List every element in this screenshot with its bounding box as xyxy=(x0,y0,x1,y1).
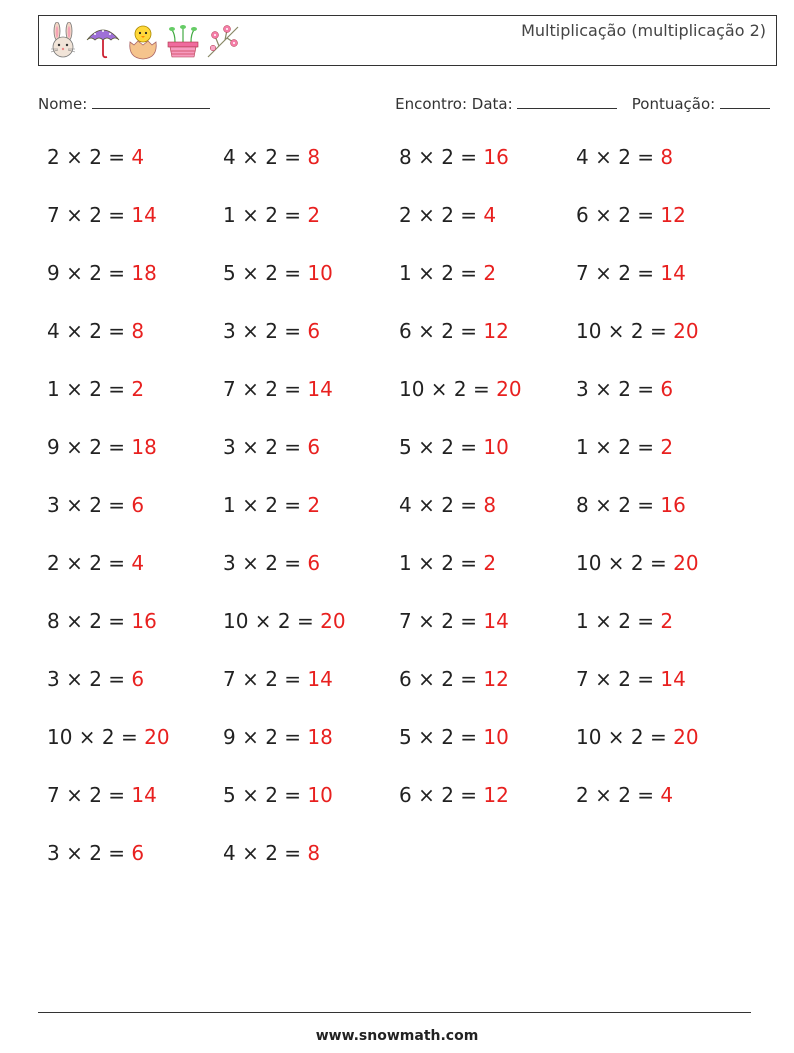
problem-item xyxy=(223,145,320,169)
problem-question: 3 × 2 = xyxy=(223,435,308,459)
problem-item xyxy=(576,667,686,691)
problem-question: 5 × 2 = xyxy=(223,783,308,807)
problem-question: 10 × 2 = xyxy=(576,725,674,749)
problem-item xyxy=(399,551,496,575)
problem-question: 5 × 2 = xyxy=(399,725,484,749)
problem-question: 4 × 2 = xyxy=(223,841,308,865)
problem-answer: 10 xyxy=(483,435,509,459)
footer-divider xyxy=(38,1012,751,1013)
score-blank[interactable] xyxy=(720,93,770,109)
problem-answer: 14 xyxy=(131,203,157,227)
bunny-icon xyxy=(45,22,81,60)
problem-question: 7 × 2 = xyxy=(223,667,308,691)
problem-answer: 8 xyxy=(307,841,321,865)
problem-answer: 16 xyxy=(483,145,509,169)
problem-item xyxy=(399,261,496,285)
date-blank[interactable] xyxy=(517,93,617,109)
problem-question: 1 × 2 = xyxy=(576,609,661,633)
problem-answer: 16 xyxy=(660,493,686,517)
problem-answer: 20 xyxy=(673,319,699,343)
problem-answer: 2 xyxy=(307,203,321,227)
problem-question: 5 × 2 = xyxy=(399,435,484,459)
problem-item xyxy=(47,667,144,691)
problem-answer: 6 xyxy=(307,319,321,343)
blossom-branch-icon xyxy=(205,22,241,60)
problem-answer: 2 xyxy=(131,377,145,401)
problem-answer: 20 xyxy=(144,725,170,749)
problem-question: 1 × 2 = xyxy=(399,551,484,575)
problem-question: 3 × 2 = xyxy=(47,841,132,865)
problem-question: 2 × 2 = xyxy=(47,551,132,575)
problem-answer: 2 xyxy=(660,435,674,459)
problem-answer: 20 xyxy=(496,377,522,401)
problem-question: 7 × 2 = xyxy=(47,783,132,807)
problem-answer: 2 xyxy=(307,493,321,517)
name-field[interactable] xyxy=(38,93,210,113)
problem-item xyxy=(47,261,157,285)
problem-answer: 2 xyxy=(660,609,674,633)
problem-item xyxy=(47,783,157,807)
problem-answer: 6 xyxy=(660,377,674,401)
problem-answer: 20 xyxy=(673,725,699,749)
problem-item xyxy=(576,145,673,169)
problem-answer: 8 xyxy=(131,319,145,343)
problem-answer: 14 xyxy=(131,783,157,807)
problem-answer: 8 xyxy=(307,145,321,169)
problem-question: 7 × 2 = xyxy=(576,667,661,691)
problem-question: 6 × 2 = xyxy=(576,203,661,227)
problem-question: 7 × 2 = xyxy=(47,203,132,227)
problem-item xyxy=(223,377,333,401)
problem-question: 9 × 2 = xyxy=(47,261,132,285)
problem-item xyxy=(223,667,333,691)
problem-answer: 12 xyxy=(483,783,509,807)
problem-item xyxy=(399,609,509,633)
problem-question: 9 × 2 = xyxy=(223,725,308,749)
problem-answer: 12 xyxy=(483,319,509,343)
problem-item xyxy=(399,203,496,227)
problem-item xyxy=(47,725,170,749)
problem-question: 10 × 2 = xyxy=(223,609,321,633)
problem-answer: 18 xyxy=(307,725,333,749)
problem-answer: 14 xyxy=(307,377,333,401)
problem-answer: 10 xyxy=(307,783,333,807)
problem-item xyxy=(47,609,157,633)
problem-question: 1 × 2 = xyxy=(223,203,308,227)
worksheet-header xyxy=(38,15,777,66)
problem-item xyxy=(47,551,144,575)
problem-answer: 16 xyxy=(131,609,157,633)
problem-item xyxy=(399,435,509,459)
problem-question: 3 × 2 = xyxy=(47,493,132,517)
problem-question: 10 × 2 = xyxy=(399,377,497,401)
problem-answer: 4 xyxy=(483,203,497,227)
problem-item xyxy=(399,319,509,343)
problem-question: 9 × 2 = xyxy=(47,435,132,459)
header-icons xyxy=(45,22,241,60)
problem-item xyxy=(223,493,320,517)
problem-answer: 8 xyxy=(483,493,497,517)
problem-answer: 14 xyxy=(307,667,333,691)
footer-url: www.snowmath.com xyxy=(315,1028,479,1044)
problem-item xyxy=(576,551,699,575)
problem-question: 4 × 2 = xyxy=(47,319,132,343)
problem-item xyxy=(399,493,496,517)
problem-answer: 18 xyxy=(131,435,157,459)
problem-item xyxy=(576,319,699,343)
problem-item xyxy=(576,435,673,459)
problem-question: 5 × 2 = xyxy=(223,261,308,285)
meeting-score-fields xyxy=(395,93,770,113)
problem-answer: 20 xyxy=(673,551,699,575)
worksheet-title: Multiplicação (multiplicação 2) xyxy=(521,21,766,40)
problem-item xyxy=(223,841,320,865)
problem-question: 4 × 2 = xyxy=(223,145,308,169)
problem-answer: 10 xyxy=(307,261,333,285)
problem-answer: 6 xyxy=(307,435,321,459)
problem-answer: 20 xyxy=(320,609,346,633)
problem-item xyxy=(399,725,509,749)
problem-item xyxy=(223,783,333,807)
problem-answer: 8 xyxy=(660,145,674,169)
meeting-label: Encontro: xyxy=(395,95,468,113)
problem-question: 2 × 2 = xyxy=(399,203,484,227)
flower-pot-icon xyxy=(165,22,201,60)
problem-item xyxy=(223,203,320,227)
problem-question: 7 × 2 = xyxy=(399,609,484,633)
problem-item xyxy=(47,319,144,343)
problem-question: 8 × 2 = xyxy=(47,609,132,633)
problem-question: 3 × 2 = xyxy=(223,551,308,575)
problem-item xyxy=(576,609,673,633)
problem-item xyxy=(223,725,333,749)
problem-item xyxy=(576,261,686,285)
problem-item xyxy=(223,609,346,633)
name-label: Nome: xyxy=(38,95,88,113)
problem-question: 6 × 2 = xyxy=(399,319,484,343)
problem-answer: 6 xyxy=(131,841,145,865)
problem-question: 1 × 2 = xyxy=(399,261,484,285)
problem-answer: 4 xyxy=(131,145,145,169)
problem-item xyxy=(576,725,699,749)
problem-question: 3 × 2 = xyxy=(223,319,308,343)
problem-question: 3 × 2 = xyxy=(576,377,661,401)
problem-item xyxy=(223,261,333,285)
problem-question: 1 × 2 = xyxy=(47,377,132,401)
problem-item xyxy=(576,203,686,227)
problem-question: 10 × 2 = xyxy=(576,551,674,575)
problem-item xyxy=(47,145,144,169)
problem-question: 4 × 2 = xyxy=(399,493,484,517)
problem-question: 10 × 2 = xyxy=(47,725,145,749)
problem-question: 6 × 2 = xyxy=(399,667,484,691)
problem-answer: 12 xyxy=(483,667,509,691)
umbrella-icon xyxy=(85,22,121,60)
problem-answer: 14 xyxy=(483,609,509,633)
problem-answer: 6 xyxy=(307,551,321,575)
problem-item xyxy=(399,377,522,401)
problem-question: 2 × 2 = xyxy=(47,145,132,169)
problem-item xyxy=(47,377,144,401)
problem-answer: 4 xyxy=(131,551,145,575)
problem-item xyxy=(399,667,509,691)
problem-item xyxy=(223,551,320,575)
problem-question: 2 × 2 = xyxy=(576,783,661,807)
problem-item xyxy=(47,203,157,227)
problem-answer: 12 xyxy=(660,203,686,227)
problem-item xyxy=(576,493,686,517)
problem-item xyxy=(47,435,157,459)
problem-item xyxy=(576,783,673,807)
date-label: Data: xyxy=(471,95,513,113)
problem-answer: 14 xyxy=(660,667,686,691)
problem-item xyxy=(223,319,320,343)
problem-question: 3 × 2 = xyxy=(47,667,132,691)
problem-answer: 2 xyxy=(483,261,497,285)
problem-question: 1 × 2 = xyxy=(223,493,308,517)
problem-item xyxy=(223,435,320,459)
problem-answer: 2 xyxy=(483,551,497,575)
problem-answer: 4 xyxy=(660,783,674,807)
problem-item xyxy=(399,783,509,807)
problem-question: 8 × 2 = xyxy=(399,145,484,169)
score-label: Pontuação: xyxy=(631,95,716,113)
problem-item xyxy=(399,145,509,169)
problem-question: 6 × 2 = xyxy=(399,783,484,807)
problem-answer: 18 xyxy=(131,261,157,285)
problem-question: 7 × 2 = xyxy=(223,377,308,401)
problem-item xyxy=(576,377,673,401)
problem-answer: 10 xyxy=(483,725,509,749)
problem-question: 10 × 2 = xyxy=(576,319,674,343)
problem-question: 7 × 2 = xyxy=(576,261,661,285)
problem-item xyxy=(47,841,144,865)
name-blank[interactable] xyxy=(92,93,210,109)
chick-egg-icon xyxy=(125,22,161,60)
problem-answer: 6 xyxy=(131,493,145,517)
problem-question: 1 × 2 = xyxy=(576,435,661,459)
problem-question: 8 × 2 = xyxy=(576,493,661,517)
problem-item xyxy=(47,493,144,517)
problem-answer: 6 xyxy=(131,667,145,691)
problem-question: 4 × 2 = xyxy=(576,145,661,169)
student-fields xyxy=(38,93,777,117)
problem-answer: 14 xyxy=(660,261,686,285)
